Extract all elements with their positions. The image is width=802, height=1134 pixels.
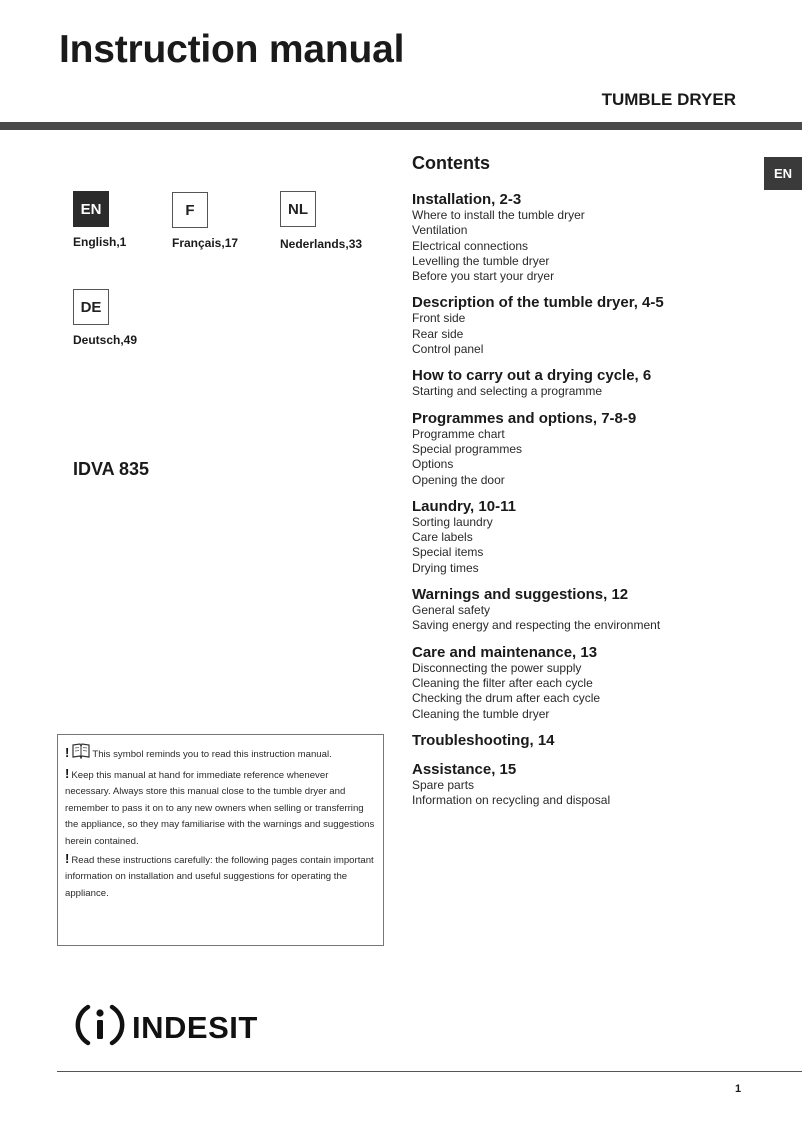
notice-text: Keep this manual at hand for immediate reference whenever necessary. Always store this manual close to the tumble dryer and remember to pass it on to any new owners when selling or transferring the appliance, so they may familiarise with the warnings and suggestions herein contained. — [65, 769, 375, 847]
exclamation-icon: ! — [65, 765, 70, 781]
contents-heading: Contents — [412, 153, 490, 173]
language-label: Français,17 — [172, 236, 239, 250]
language-code-box: NL — [280, 191, 316, 227]
toc-item: Saving energy and respecting the environment — [412, 618, 661, 633]
language-label: Nederlands,33 — [280, 237, 363, 251]
brand-name: INDESIT — [132, 1009, 258, 1045]
language-code-box: EN — [73, 191, 109, 227]
page-number: 1 — [735, 1083, 742, 1095]
toc-item: Before you start your dryer — [412, 269, 555, 284]
toc-item: Programme chart — [412, 426, 505, 441]
toc-section-title: Description of the tumble dryer, 4-5 — [412, 294, 664, 312]
toc-section — [412, 367, 792, 399]
language-f — [172, 192, 238, 250]
toc-section — [412, 644, 792, 722]
language-code-box: F — [172, 192, 208, 228]
book-icon — [71, 743, 91, 766]
toc-item: General safety — [412, 603, 491, 618]
toc-section — [412, 761, 792, 809]
language-de — [73, 289, 137, 347]
toc-section — [412, 732, 792, 749]
toc-item: Opening the door — [412, 472, 505, 487]
notice-text: This symbol reminds you to read this instruction manual. — [92, 749, 332, 760]
toc-item: Information on recycling and disposal — [412, 793, 611, 808]
toc-item: Front side — [412, 311, 466, 326]
toc-section-title: Warnings and suggestions, 12 — [412, 586, 629, 604]
toc-item: Ventilation — [412, 223, 468, 238]
toc-section-title: Programmes and options, 7-8-9 — [412, 409, 637, 427]
notice-paragraph — [65, 766, 375, 851]
toc-item: Cleaning the tumble dryer — [412, 706, 550, 721]
language-code-box: DE — [73, 289, 109, 325]
toc-section — [412, 586, 792, 634]
page-title: Instruction manual — [59, 28, 405, 71]
toc-item: Care labels — [412, 530, 473, 545]
toc-item: Levelling the tumble dryer — [412, 253, 550, 268]
toc-item: Special programmes — [412, 441, 523, 456]
notice-paragraph — [65, 743, 375, 766]
toc-section — [412, 410, 792, 488]
model-number: IDVA 835 — [73, 459, 150, 479]
toc-section-title: Care and maintenance, 13 — [412, 643, 598, 661]
toc-item: Drying times — [412, 560, 479, 575]
toc-item: Where to install the tumble dryer — [412, 208, 585, 222]
language-label: Deutsch,49 — [73, 333, 138, 347]
header-divider — [0, 122, 802, 130]
language-en — [73, 191, 126, 249]
notice-text: Read these instructions carefully: the following pages contain important information on installation and useful suggestions for operating the appliance. — [65, 854, 374, 899]
toc-section-title: How to carry out a drying cycle, 6 — [412, 367, 652, 385]
toc-item: Disconnecting the power supply — [412, 660, 582, 675]
toc-item: Options — [412, 457, 454, 472]
exclamation-icon: ! — [65, 850, 70, 866]
notice-paragraph — [65, 851, 375, 903]
toc-item: Sorting laundry — [412, 514, 493, 529]
indesit-logo-icon — [74, 999, 126, 1056]
toc-section-title: Laundry, 10-11 — [412, 497, 516, 515]
toc-item: Rear side — [412, 326, 464, 341]
language-tab-en: EN — [764, 157, 802, 190]
toc-section-title: Installation, 2-3 — [412, 191, 522, 208]
brand-logo — [74, 999, 258, 1056]
exclamation-icon: ! — [65, 745, 70, 760]
notice-box — [57, 734, 384, 946]
toc-item: Electrical connections — [412, 238, 529, 253]
toc-item: Spare parts — [412, 777, 475, 792]
language-nl — [280, 191, 362, 251]
toc-item: Starting and selecting a programme — [412, 384, 603, 399]
toc-item: Special items — [412, 545, 484, 560]
toc-section — [412, 191, 792, 284]
toc-section-title: Assistance, 15 — [412, 760, 517, 778]
footer-divider — [57, 1071, 802, 1072]
product-type: TUMBLE DRYER — [601, 90, 736, 109]
toc-section — [412, 294, 792, 357]
toc-item: Cleaning the filter after each cycle — [412, 675, 593, 690]
toc-item: Checking the drum after each cycle — [412, 691, 601, 706]
toc-section — [412, 498, 792, 576]
table-of-contents — [412, 153, 792, 818]
toc-item: Control panel — [412, 342, 484, 357]
language-label: English,1 — [73, 235, 127, 249]
toc-section-title: Troubleshooting, 14 — [412, 731, 555, 749]
